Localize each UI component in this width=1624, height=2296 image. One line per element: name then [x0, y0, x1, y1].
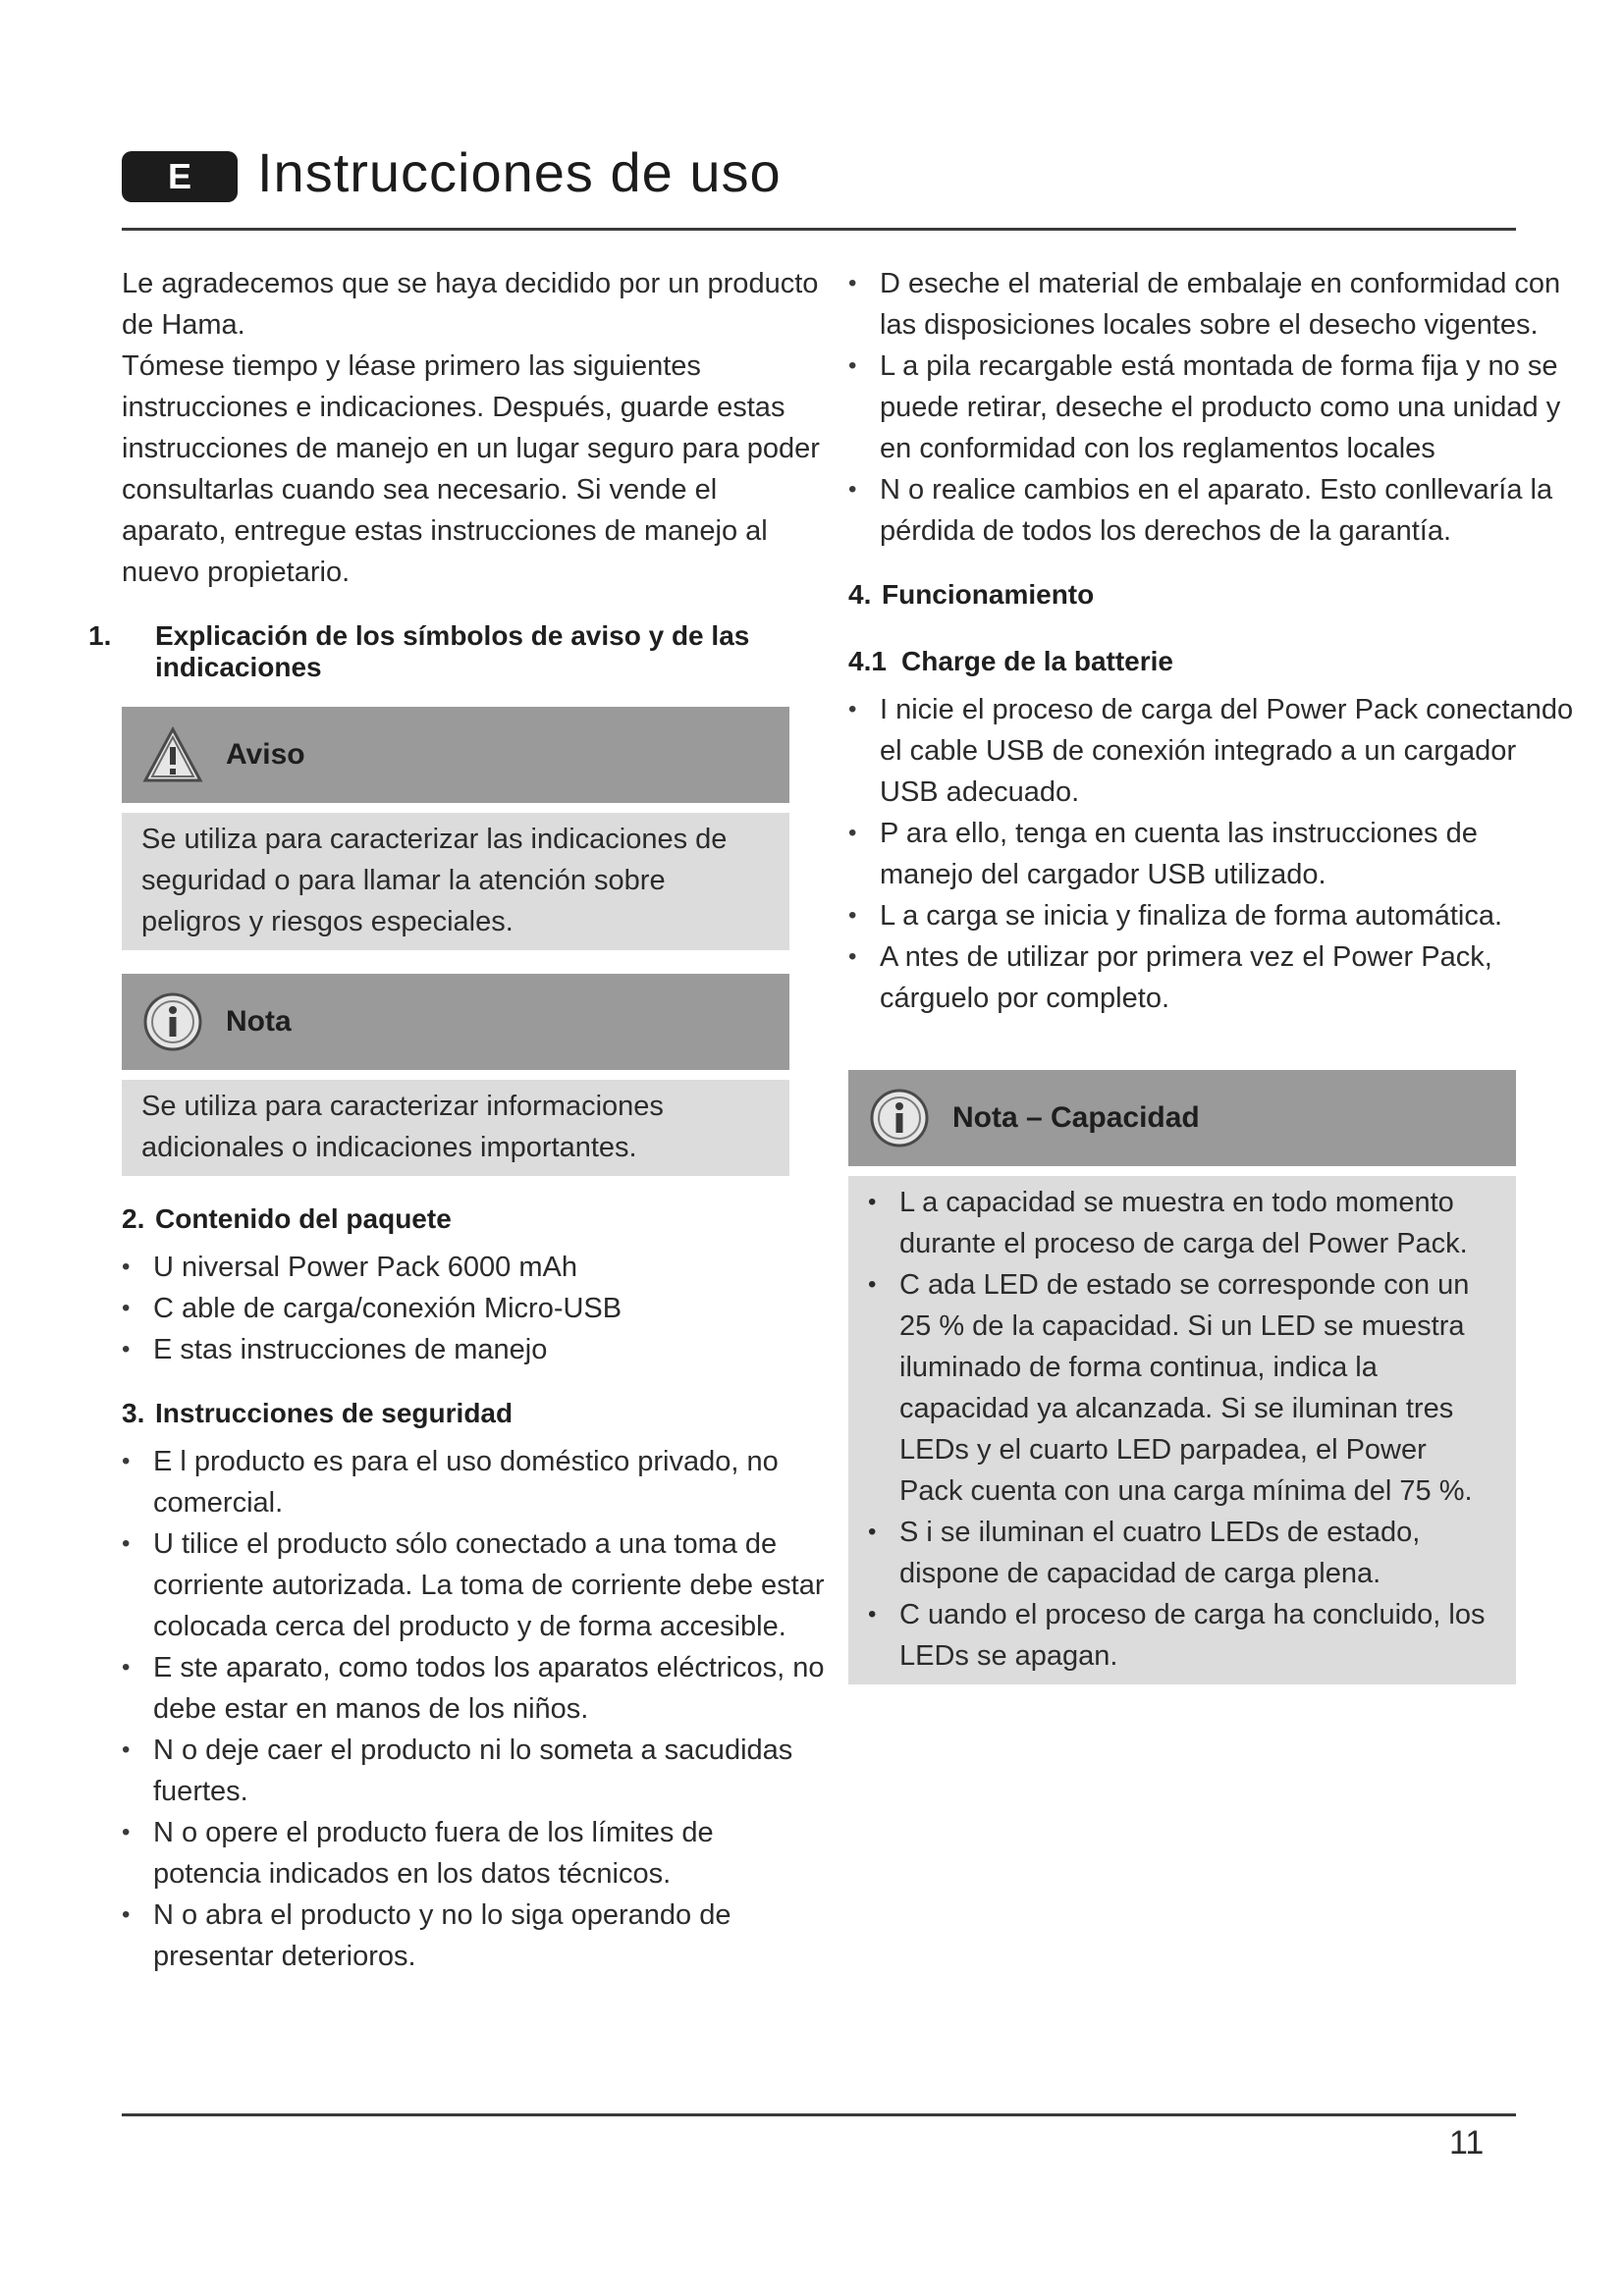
aviso-box-header [122, 707, 789, 803]
warning-icon [141, 723, 204, 786]
intro-paragraph-1: Le agradecemos que se haya decidido por un producto de Hama. [122, 268, 819, 341]
nota-box-body: Se utiliza para caracterizar informaciones adicionales o indicaciones importantes. [122, 1080, 789, 1176]
list-item: • E stas instrucciones de manejo [122, 1329, 825, 1370]
list-item: • N o deje caer el producto ni lo someta a sacudidas fuertes. [122, 1730, 825, 1812]
list-item: • L a capacidad se muestra en todo momento durante el proceso de carga del Power Pack. [868, 1182, 1496, 1264]
section-number: 3. [122, 1398, 145, 1428]
list-item: • L a carga se inicia y finaliza de forma automática. [848, 895, 1575, 936]
section-title: Instrucciones de seguridad [155, 1398, 514, 1428]
list-item: • L a pila recargable está montada de forma fija y no se puede retirar, deseche el producto como una unidad y en conformidad con los reglamentos locales [848, 346, 1575, 469]
nota-label: Nota [226, 1005, 292, 1038]
list-item: • C able de carga/conexión Micro-USB [122, 1288, 825, 1329]
charging-list [848, 689, 1575, 1019]
list-item: • U niversal Power Pack 6000 mAh [122, 1247, 825, 1288]
list-item: • P ara ello, tenga en cuenta las instrucciones de manejo del cargador USB utilizado. [848, 813, 1575, 895]
list-item: • I nicie el proceso de carga del Power Pack conectando el cable USB de conexión integrado a un cargador USB adecuado. [848, 689, 1575, 813]
page-number: 11 [1449, 2124, 1485, 2162]
list-item: • E ste aparato, como todos los aparatos eléctricos, no debe estar en manos de los niños. [122, 1647, 825, 1730]
list-item: • U tilice el producto sólo conectado a una toma de corriente autorizada. La toma de corriente debe estar colocada cerca del producto y de forma accesible. [122, 1523, 825, 1647]
list-item: • D eseche el material de embalaje en conformidad con las disposiciones locales sobre el desecho vigentes. [848, 263, 1575, 346]
nota-box-header [122, 974, 789, 1070]
section-number: 1. [88, 620, 112, 651]
section-title: Charge de la batterie [901, 646, 1173, 676]
capacity-note-box [848, 1070, 1516, 1684]
section-title: Contenido del paquete [155, 1203, 452, 1234]
section-number: 2. [122, 1203, 145, 1234]
list-item: • E l producto es para el uso doméstico privado, no comercial. [122, 1441, 825, 1523]
header-rule [122, 228, 1516, 231]
footer-rule [122, 2113, 1516, 2116]
aviso-box-body: Se utiliza para caracterizar las indicaciones de seguridad o para llamar la atención sobre peligros y riesgos especiales. [122, 813, 789, 950]
safety-list-continued [848, 263, 1575, 552]
intro-paragraph-2: Tómese tiempo y léase primero las siguientes instrucciones e indicaciones. Después, guarde estas instrucciones de manejo en un lugar seguro para poder consultarlas cuando sea necesario. Si vende el aparato, entregue estas instrucciones de manejo al nuevo propietario. [122, 350, 820, 588]
section-title: Funcionamiento [882, 579, 1095, 610]
list-item: • C ada LED de estado se corresponde con un 25 % de la capacidad. Si un LED se muestra iluminado de forma continua, indica la capacidad ya alcanzada. Si se iluminan tres LEDs y el cuarto LED parpadea, el Power Pack cuenta con una carga mínima del 75 %. [868, 1264, 1496, 1512]
section-number: 4.1 [848, 646, 887, 676]
left-column [88, 263, 825, 1977]
safety-list [122, 1441, 825, 1977]
capacity-note-header [848, 1070, 1516, 1166]
section-title: Explicación de los símbolos de aviso y de las indicaciones [155, 620, 750, 682]
section-1-heading [88, 620, 825, 683]
capacity-note-body [848, 1176, 1516, 1684]
section-number: 4. [848, 579, 872, 610]
list-item: • A ntes de utilizar por primera vez el Power Pack, cárguelo por completo. [848, 936, 1575, 1019]
aviso-box [122, 707, 789, 950]
right-column [848, 263, 1575, 1708]
list-item: • N o opere el producto fuera de los límites de potencia indicados en los datos técnicos. [122, 1812, 825, 1895]
list-item: • N o abra el producto y no lo siga operando de presentar deterioros. [122, 1895, 825, 1977]
page-title: Instrucciones de uso [257, 141, 782, 203]
list-item: • C uando el proceso de carga ha concluido, los LEDs se apagan. [868, 1594, 1496, 1677]
language-badge: E [122, 151, 238, 202]
capacity-note-list [868, 1182, 1496, 1677]
list-item: • N o realice cambios en el aparato. Esto conllevaría la pérdida de todos los derechos de la garantía. [848, 469, 1575, 552]
page-header [122, 137, 1516, 232]
list-item: • S i se iluminan el cuatro LEDs de estado, dispone de capacidad de carga plena. [868, 1512, 1496, 1594]
section-2-heading [122, 1203, 825, 1235]
nota-box [122, 974, 789, 1176]
section-3-heading [122, 1398, 825, 1429]
capacity-note-label: Nota – Capacidad [952, 1101, 1200, 1134]
info-icon [868, 1087, 931, 1149]
package-contents-list [122, 1247, 825, 1370]
aviso-label: Aviso [226, 738, 305, 771]
section-4-heading [848, 579, 1575, 611]
section-4-1-heading [848, 646, 1575, 677]
info-icon [141, 990, 204, 1053]
